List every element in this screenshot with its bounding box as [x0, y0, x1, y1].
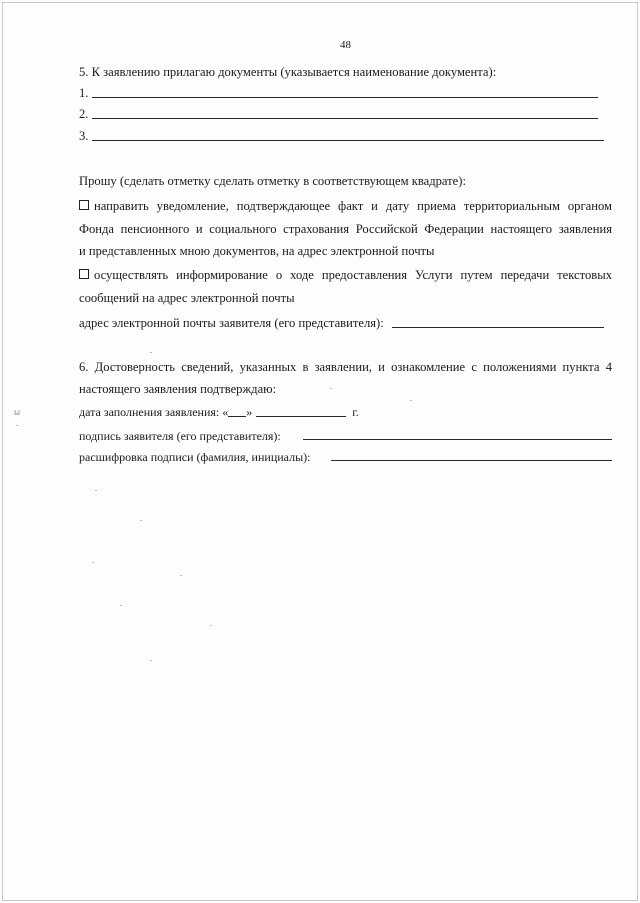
attachment-item-2-number: 2. [79, 107, 89, 121]
scan-speck [150, 660, 152, 661]
page-number: 48 [340, 39, 351, 51]
email-label: адрес электронной почты заявителя (его представителя): [79, 316, 384, 330]
scan-speck [140, 520, 142, 521]
decode-signature-label: расшифровка подписи (фамилия, инициалы): [79, 450, 311, 464]
option2-line1 [79, 267, 612, 283]
scan-speck [410, 400, 412, 401]
fill-date-year-suffix: г. [352, 405, 359, 419]
signature-line[interactable] [303, 439, 612, 440]
scan-speck [210, 625, 212, 626]
signature-label: подпись заявителя (его представителя): [79, 429, 281, 443]
request-intro: Прошу (сделать отметку сделать отметку в соответствующем квадрате): [79, 174, 466, 188]
option1-line2: Фонда пенсионного и социального страхования Российской Федерации настоящего заявления [79, 222, 612, 236]
option1-checkbox[interactable] [79, 200, 89, 210]
attachment-item-3-number: 3. [79, 129, 89, 143]
option2-checkbox[interactable] [79, 269, 89, 279]
scan-speck [180, 575, 182, 576]
scan-speck [95, 490, 97, 491]
scan-speck [16, 425, 18, 426]
option2-line1-text: осуществлять информирование о ходе предоставления Услуги путем передачи текстовых [94, 268, 612, 282]
scan-speck [120, 605, 122, 606]
attachment-item-2-line[interactable] [92, 118, 598, 119]
margin-mark: ы [14, 407, 21, 417]
attachment-item-1-line[interactable] [92, 97, 598, 98]
fill-date-day-field[interactable] [228, 405, 246, 417]
fill-date-month-year-field[interactable] [256, 405, 346, 417]
email-input-line[interactable] [392, 327, 604, 328]
fill-date-row [79, 404, 359, 420]
attachment-item-3-line[interactable] [92, 140, 604, 141]
scan-speck [150, 352, 152, 353]
fill-date-quote: » [246, 405, 253, 419]
option1-line1 [79, 198, 612, 214]
scan-speck [330, 388, 332, 389]
fill-date-label: дата заполнения заявления: « [79, 405, 229, 419]
scan-speck [92, 562, 94, 563]
section6-line2: настоящего заявления подтверждаю: [79, 382, 277, 396]
option1-line3: и представленных мною документов, на адрес электронной почты [79, 244, 435, 258]
option1-line1-text: направить уведомление, подтверждающее факт и дату приема территориальным органом [94, 199, 612, 213]
decode-signature-line[interactable] [331, 460, 612, 461]
attachment-item-1-number: 1. [79, 86, 89, 100]
option2-line2: сообщений на адрес электронной почты [79, 291, 295, 305]
section6-line1: 6. Достоверность сведений, указанных в заявлении, и ознакомление с положениями пункта 4 [79, 360, 612, 374]
section5-heading: 5. К заявлению прилагаю документы (указывается наименование документа): [79, 65, 497, 79]
